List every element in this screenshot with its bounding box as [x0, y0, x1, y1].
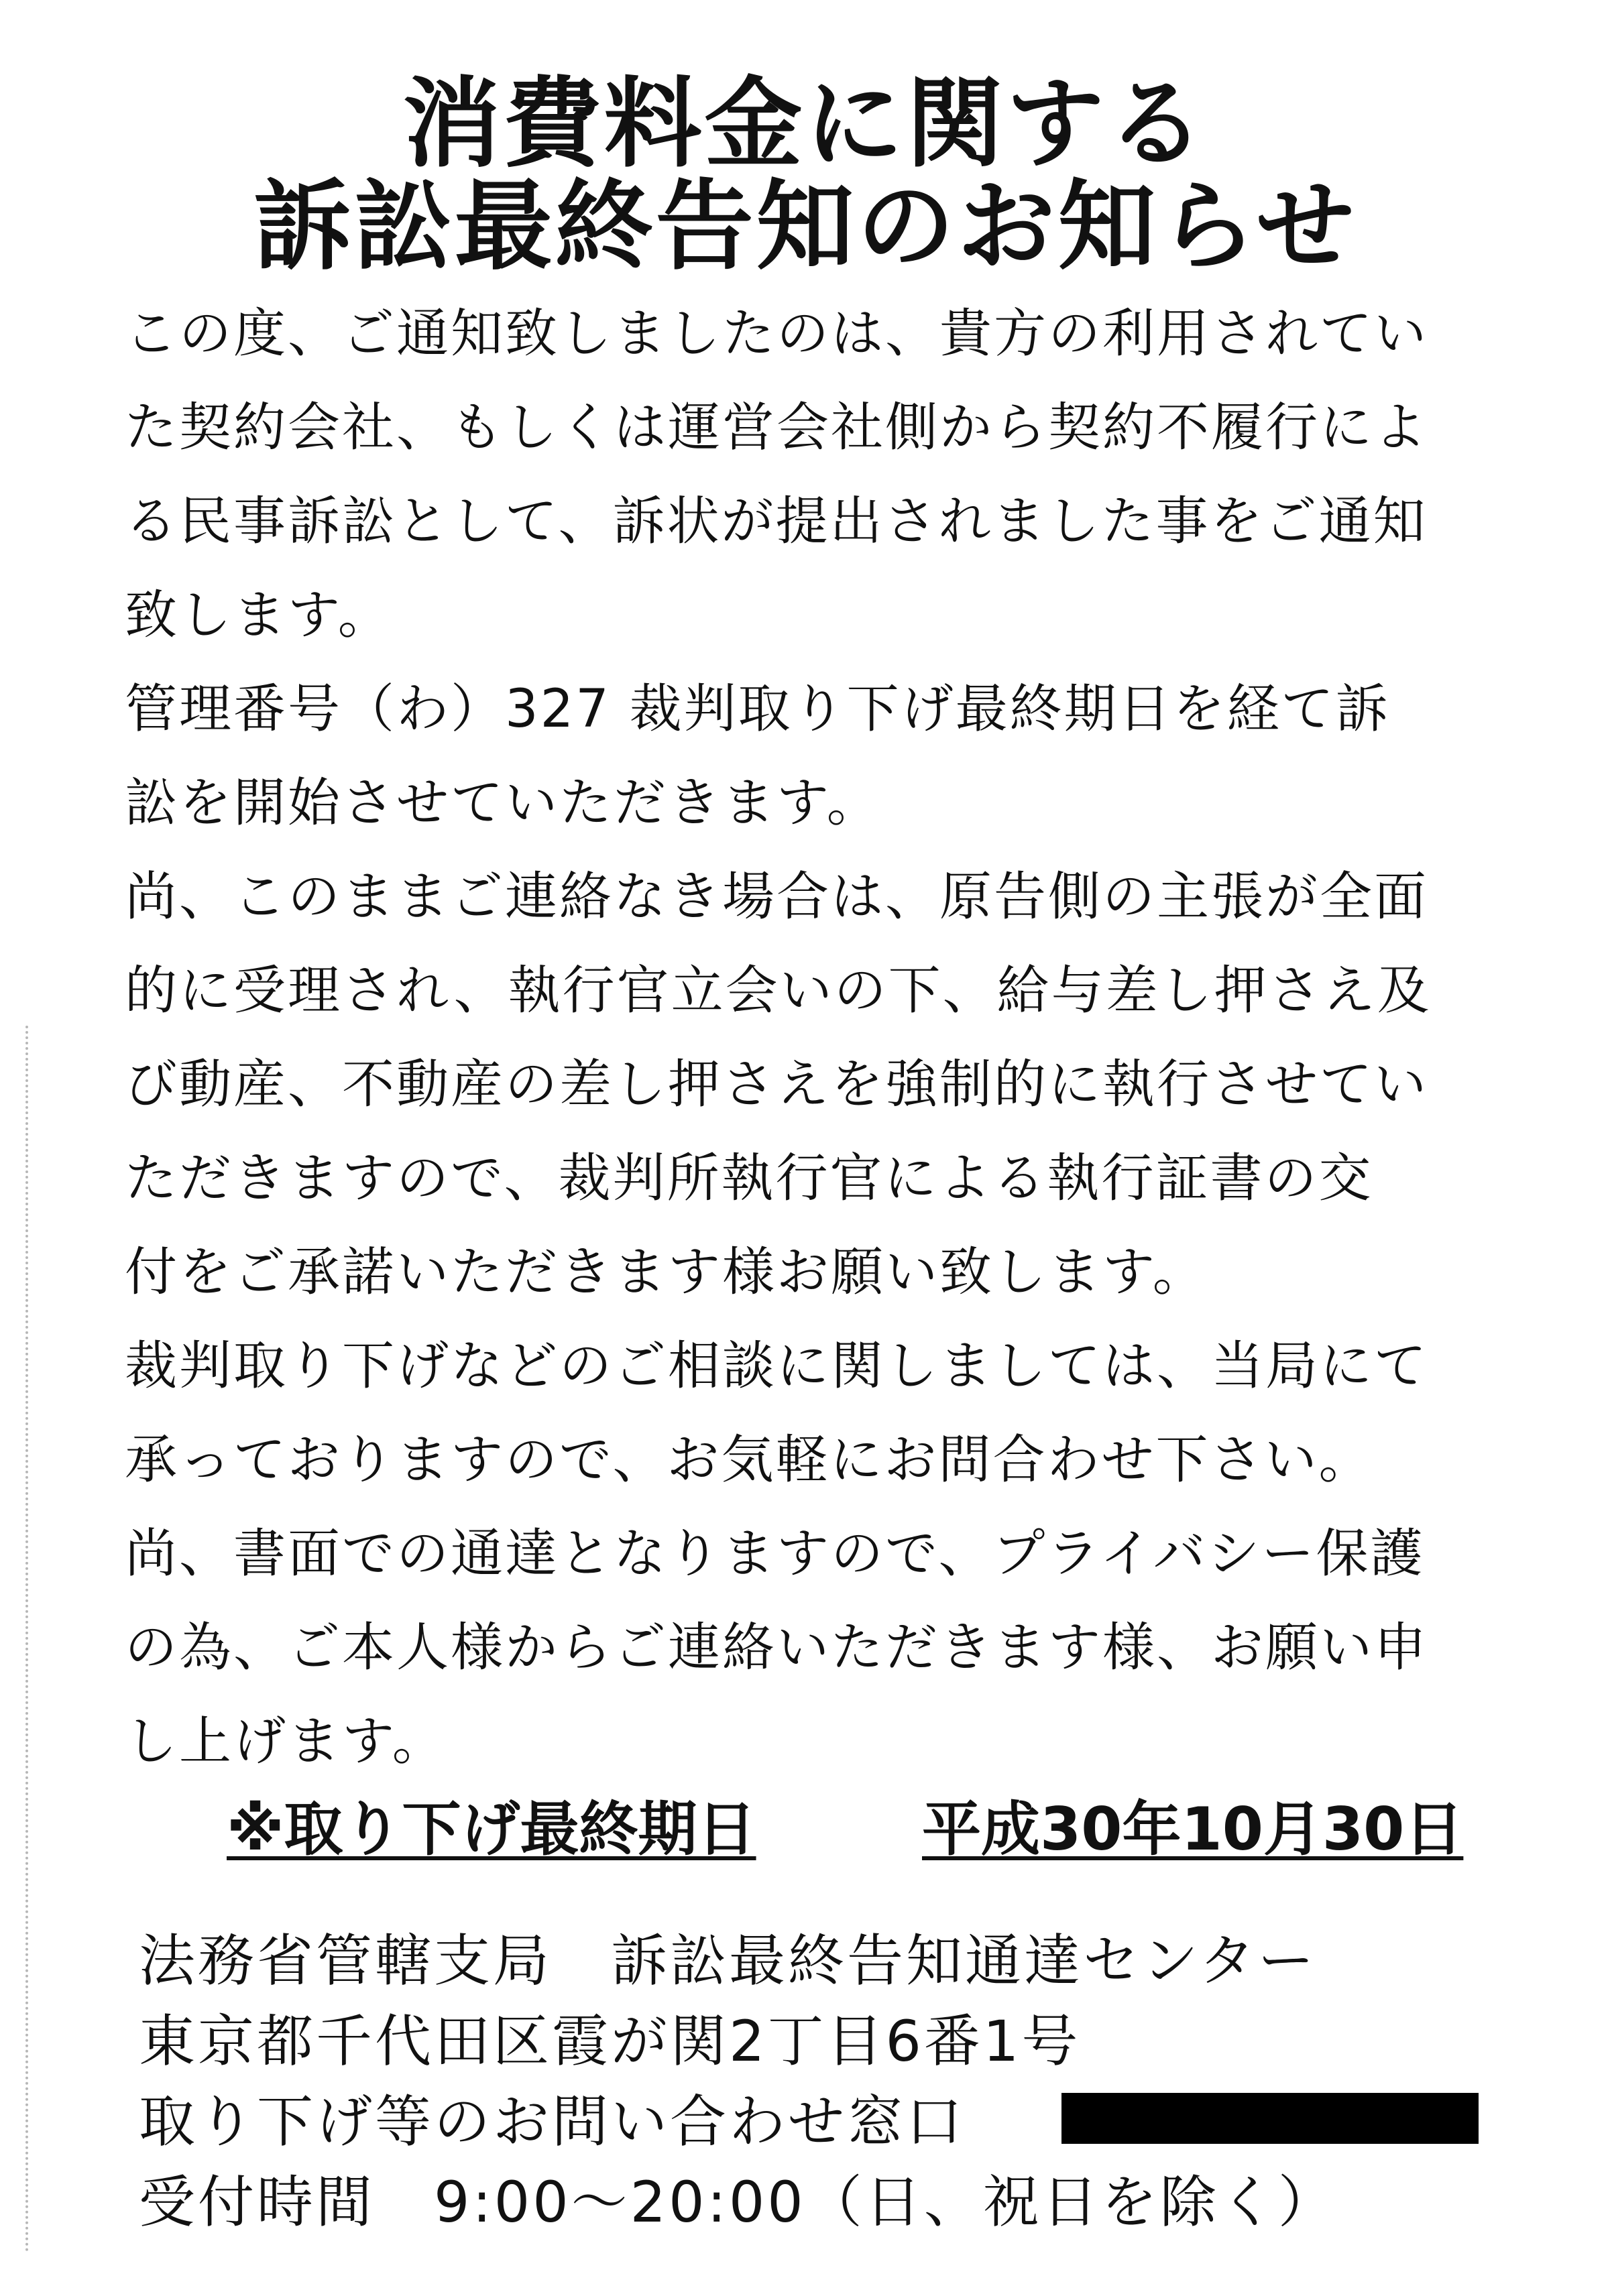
reception-hours: 受付時間 9:00〜20:00（日、祝日を除く） — [139, 2169, 1337, 2235]
deadline-row — [227, 1796, 1501, 1863]
body-line: この度、ご通知致しましたのは、貴方の利用されてい — [125, 304, 1429, 364]
body-line: し上げます。 — [125, 1711, 447, 1772]
body-line: 尚、このままご連絡なき場合は、原告側の主張が全面 — [125, 867, 1429, 927]
scan-edge-marks — [25, 1026, 28, 2252]
body-line: 承っておりますので、お気軽にお問合わせ下さい。 — [125, 1430, 1373, 1490]
body-line: の為、ご本人様からご連絡いただきます様、お願い申 — [125, 1618, 1429, 1678]
issuer-name: 法務省管轄支局 訴訟最終告知通達センター — [139, 1928, 1317, 1994]
deadline-date: 平成30年10月30日 — [922, 1795, 1464, 1864]
contact-window-label: 取り下げ等のお問い合わせ窓口 — [139, 2089, 966, 2155]
title-line: 消費料金に関する — [402, 67, 1208, 181]
body-line: 的に受理され、執行官立会いの下、給与差し押さえ及 — [125, 961, 1432, 1021]
redacted-phone-number — [1061, 2093, 1479, 2144]
body-line: 訟を開始させていただきます。 — [125, 773, 881, 833]
contact-window-row — [139, 2081, 1513, 2162]
title-line: 訴訟最終告知のお知らせ — [253, 170, 1357, 284]
body-line: 裁判取り下げなどのご相談に関しましては、当局にて — [125, 1336, 1429, 1396]
body-line: 致します。 — [125, 585, 392, 646]
body-line: び動産、不動産の差し押さえを強制的に執行させてい — [125, 1054, 1429, 1115]
body-line: 管理番号（わ）327 裁判取り下げ最終期日を経て訴 — [125, 679, 1390, 739]
body-line: た契約会社、もしくは運営会社側から契約不履行によ — [125, 398, 1429, 458]
body-line: 付をご承諾いただきます様お願い致します。 — [125, 1242, 1207, 1303]
notice-body — [125, 287, 1533, 1789]
issuer-address: 東京都千代田区霞が関2丁目6番1号 — [139, 2008, 1081, 2074]
issuer-block — [139, 1921, 1513, 2242]
body-line: ただきますので、裁判所執行官による執行証書の交 — [125, 1148, 1373, 1209]
deadline-label: ※取り下げ最終期日 — [227, 1795, 756, 1864]
notice-title — [0, 67, 1610, 284]
body-line: 尚、書面での通達となりますので、プライバシー保護 — [125, 1524, 1425, 1584]
body-line: る民事訴訟として、訴状が提出されました事をご通知 — [125, 491, 1428, 552]
